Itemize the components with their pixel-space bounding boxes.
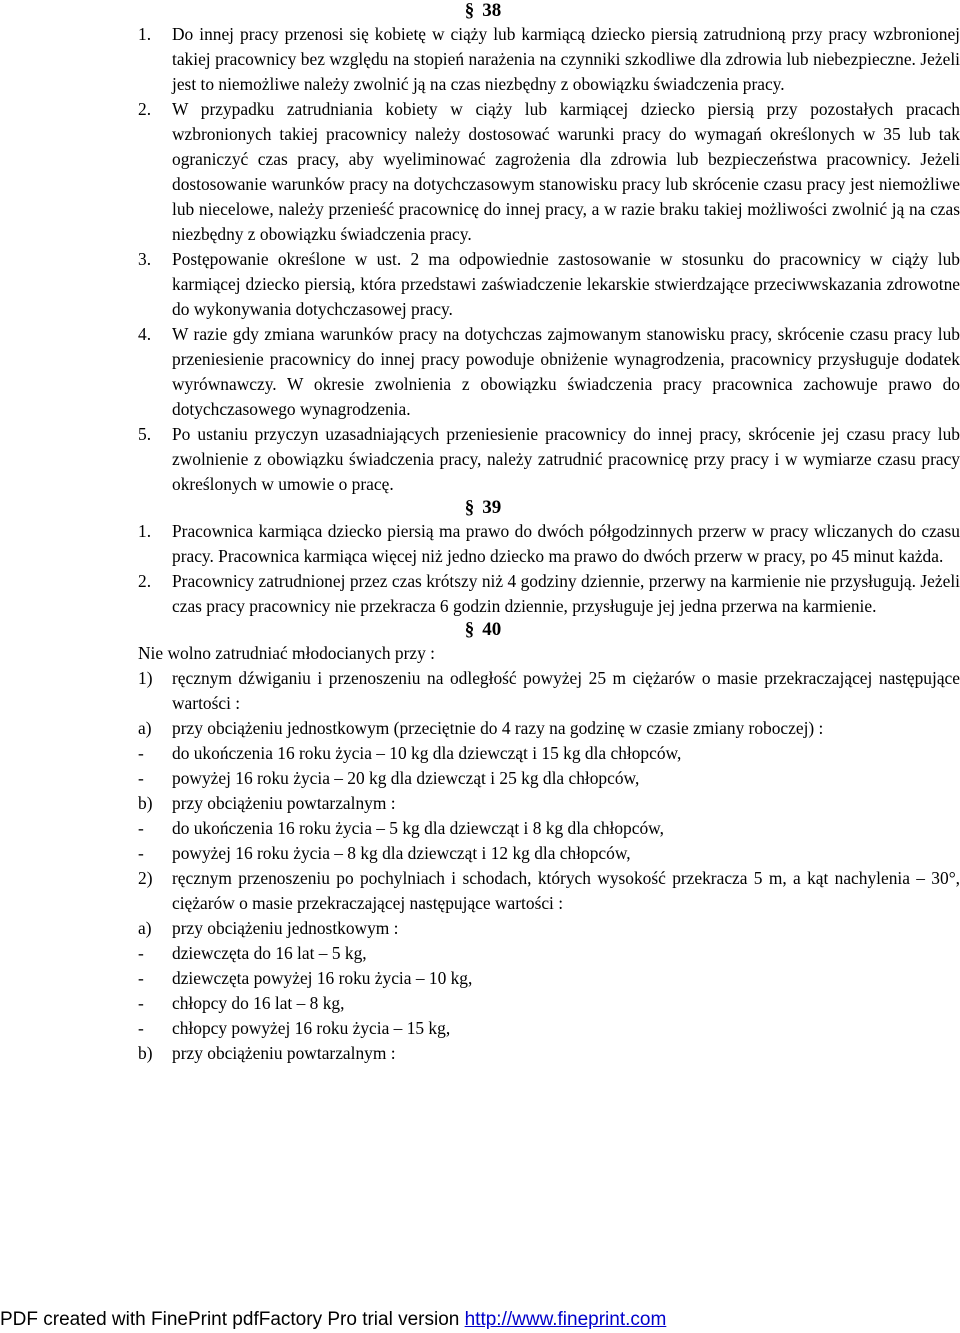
list-item (138, 741, 960, 766)
item-text: przy obciążeniu jednostkowym : (172, 918, 399, 938)
item-text: dziewczęta do 16 lat – 5 kg, (172, 943, 367, 963)
section-intro: Nie wolno zatrudniać młodocianych przy : (138, 643, 435, 663)
section-number: 39 (482, 497, 502, 518)
list-item (138, 866, 960, 916)
item-text: Pracownicy zatrudnionej przez czas krótszy niż 4 godziny dziennie, przerwy na karmienie nie przysługują. Jeżeli czas pracy pracownicy nie przekracza 6 godzin dziennie, przysługuje jej jedna przerwa na karmienie. (172, 571, 960, 616)
list-item (138, 841, 960, 866)
item-text: przy obciążeniu jednostkowym (przeciętnie do 4 razy na godzinę w czasie zmiany roboczej) : (172, 718, 824, 738)
paragraph-item (138, 569, 960, 619)
item-text: Po ustaniu przyczyn uzasadniających przeniesienie pracownicy do innej pracy, skrócenie jej czasu pracy lub zwolnienie z obowiązku świadczenia pracy, należy zatrudnić pracownicę przy pracy i w wymiarze czasu pracy określonych w umowie o pracę. (172, 424, 960, 494)
item-number: 2. (138, 571, 152, 591)
section-sign-icon: § (464, 619, 475, 640)
item-number: 5. (138, 424, 152, 444)
section-heading-40 (0, 619, 960, 641)
section-heading-39 (0, 497, 960, 519)
section-number: 38 (482, 0, 502, 21)
list-item (138, 966, 960, 991)
item-number: - (138, 968, 144, 988)
item-number: - (138, 1018, 144, 1038)
list-item (138, 991, 960, 1016)
item-number: - (138, 843, 144, 863)
item-text: do ukończenia 16 roku życia – 10 kg dla dziewcząt i 15 kg dla chłopców, (172, 743, 682, 763)
list-item (138, 716, 960, 741)
item-number: - (138, 943, 144, 963)
section-38-body (138, 22, 960, 1066)
item-text: Postępowanie określone w ust. 2 ma odpowiednie zastosowanie w stosunku do pracownicy w ciąży lub karmiącej dziecko piersią, która przedstawi zaświadczenie lekarskie stwierdzające przeciwwskazania zdrowotne do wykonywania dotychczasowej pracy. (172, 249, 960, 319)
item-text: przy obciążeniu powtarzalnym : (172, 1043, 396, 1063)
list-item (138, 1041, 960, 1066)
item-text: Pracownica karmiąca dziecko piersią ma prawo do dwóch półgodzinnych przerw w pracy wliczanych do czasu pracy. Pracownica karmiąca więcej niż jedno dziecko ma prawo do dwóch przerw w pracy, po 45 minut każda. (172, 521, 960, 566)
paragraph-item (138, 519, 960, 569)
item-number: a) (138, 918, 152, 938)
item-number: - (138, 993, 144, 1013)
list-item (138, 1016, 960, 1041)
item-text: chłopcy powyżej 16 roku życia – 15 kg, (172, 1018, 451, 1038)
item-text: W razie gdy zmiana warunków pracy na dotychczas zajmowanym stanowisku pracy, skrócenie czasu pracy lub przeniesienie pracownicy do innej pracy powoduje obniżenie wynagrodzenia, pracownicy przysługuje dodatek wyrównawczy. W okresie zwolnienia z obowiązku świadczenia pracy pracownica zachowuje prawo do dotychczasowego wynagrodzenia. (172, 324, 960, 419)
item-number: - (138, 768, 144, 788)
footer-link[interactable]: http://www.fineprint.com (464, 1309, 667, 1330)
section-sign-icon: § (464, 0, 475, 21)
paragraph-item (138, 97, 960, 247)
item-number: b) (138, 793, 153, 813)
item-number: - (138, 743, 144, 763)
item-text: do ukończenia 16 roku życia – 5 kg dla dziewcząt i 8 kg dla chłopców, (172, 818, 664, 838)
list-item (138, 791, 960, 816)
item-text: przy obciążeniu powtarzalnym : (172, 793, 396, 813)
section-sign-icon: § (464, 497, 475, 518)
item-number: 4. (138, 324, 152, 344)
item-number: 1. (138, 521, 152, 541)
list-item (138, 766, 960, 791)
section-number: 40 (482, 619, 502, 640)
pdf-footer (0, 1307, 960, 1333)
item-number: b) (138, 1043, 153, 1063)
item-number: 1. (138, 24, 152, 44)
item-text: powyżej 16 roku życia – 8 kg dla dziewcząt i 12 kg dla chłopców, (172, 843, 631, 863)
item-text: powyżej 16 roku życia – 20 kg dla dziewcząt i 25 kg dla chłopców, (172, 768, 640, 788)
item-text: ręcznym przenoszeniu po pochylniach i schodach, których wysokość przekracza 5 m, a kąt nachylenia – 30°, ciężarów o masie przekraczającej następujące wartości : (172, 868, 960, 913)
list-item (138, 666, 960, 716)
item-number: 3. (138, 249, 152, 269)
item-number: 2. (138, 99, 152, 119)
list-item (138, 941, 960, 966)
item-number: 2) (138, 868, 153, 888)
item-number: - (138, 818, 144, 838)
list-item (138, 816, 960, 841)
item-text: dziewczęta powyżej 16 roku życia – 10 kg, (172, 968, 473, 988)
footer-text: PDF created with FinePrint pdfFactory Pro trial version (0, 1309, 465, 1330)
item-number: a) (138, 718, 152, 738)
list-item (138, 916, 960, 941)
paragraph-item (138, 22, 960, 97)
item-text: W przypadku zatrudniania kobiety w ciąży lub karmiącej dziecko piersią przy pozostałych pracach wzbronionych takiej pracownicy należy dostosować warunki pracy do wymagań określonych w 35 lub tak ograniczyć czas pracy, aby wyeliminować zagrożenia dla zdrowia lub bezpieczeństwa pracownicy. Jeżeli dostosowanie warunków pracy na dotychczasowym stanowisku pracy lub skrócenie czasu pracy jest niemożliwe lub niecelowe, należy przenieść pracownicę do innej pracy, a w razie braku takiej możliwości zwolnić ją na czas niezbędny z obowiązku świadczenia pracy. (172, 99, 960, 244)
paragraph-item (138, 422, 960, 497)
item-number: 1) (138, 668, 153, 688)
item-text: Do innej pracy przenosi się kobietę w ciąży lub karmiącą dziecko piersią zatrudnioną przy pracy wzbronionej takiej pracownicy bez względu na stopień narażenia na czynniki szkodliwe dla zdrowia lub niebezpieczne. Jeżeli jest to niemożliwe należy zwolnić ją na czas niezbędny z obowiązku świadczenia pracy. (172, 24, 960, 94)
paragraph-item (138, 247, 960, 322)
item-text: ręcznym dźwiganiu i przenoszeniu na odległość powyżej 25 m ciężarów o masie przekraczającej następujące wartości : (172, 668, 960, 713)
item-text: chłopcy do 16 lat – 8 kg, (172, 993, 345, 1013)
section-heading-38 (0, 0, 960, 22)
paragraph-item (138, 322, 960, 422)
